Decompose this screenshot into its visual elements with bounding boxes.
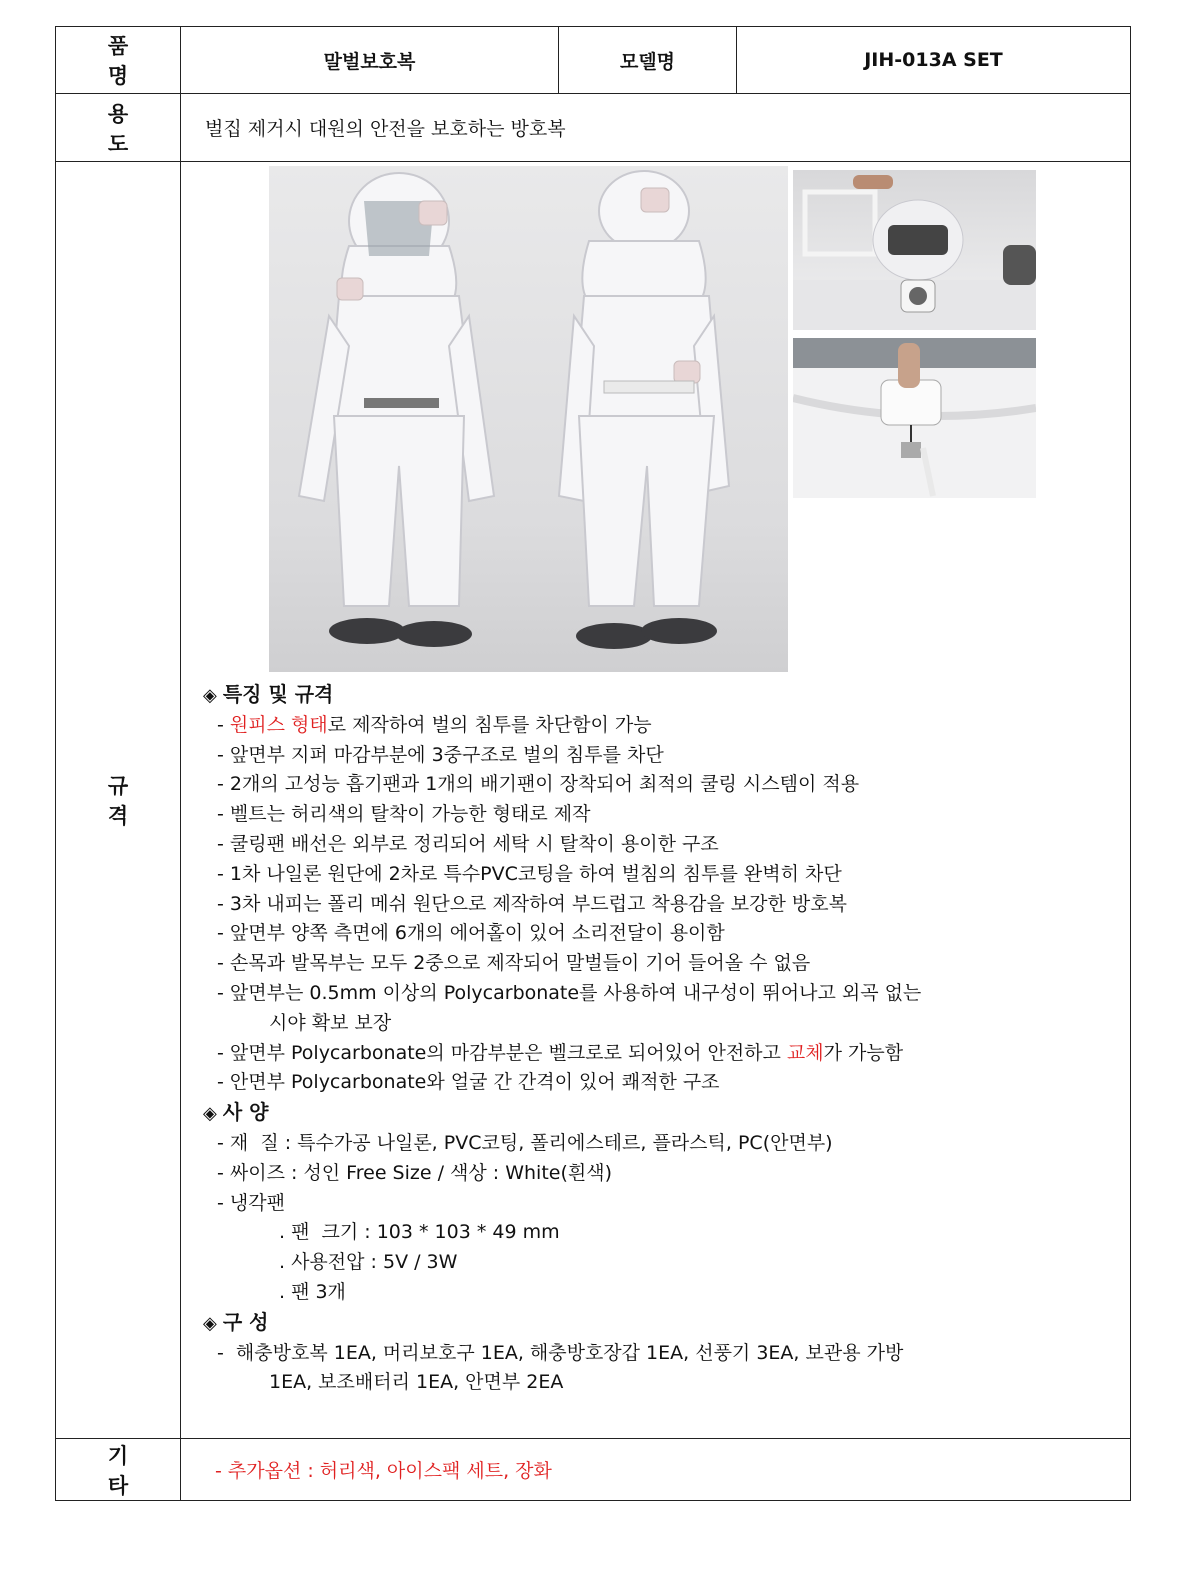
feature-item [203,800,1130,830]
feature-text: 앞면부 지퍼 마감부분에 3중구조로 벌의 침투를 차단 [229,743,664,766]
main-product-photo [269,166,788,672]
other-value: - 추가옵션 : 허리색, 아이스팩 세트, 장화 [181,1439,1131,1501]
fan-spec-item: . 팬 3개 [279,1280,346,1303]
feature-prefix: - [217,1071,230,1094]
photo-area [181,162,1130,674]
section-spec-heading [203,1098,1130,1129]
spec-item: - 냉각팬 [217,1191,285,1214]
feature-prefix: - [217,713,230,736]
feature-prefix: - [217,922,230,945]
feature-text: 로 제작하여 벌의 침투를 차단함이 가능 [327,713,652,736]
feature-prefix: - [217,1041,230,1064]
diamond-bullet-icon: ◈ [203,1103,217,1125]
model-value: JIH-013A SET [737,27,1131,94]
feature-text: 3차 내피는 폴리 메쉬 원단으로 제작하여 부드럽고 착용감을 보강한 방호복 [229,892,847,915]
spec-title: 사 양 [222,1100,269,1125]
fan-detail-photo [793,338,1036,498]
feature-item [203,860,1130,890]
composition-title: 구 성 [222,1309,269,1334]
label-model: 모델명 [559,27,737,94]
diamond-bullet-icon: ◈ [203,685,217,706]
fan-spec-item: . 팬 크기 : 103 * 103 * 49 mm [279,1221,560,1244]
product-spec-table [55,26,1131,1501]
feature-prefix: - [217,862,230,885]
feature-prefix: - [217,832,230,855]
feature-text: 2개의 고성능 흡기팬과 1개의 배기팬이 장착되어 최적의 쿨링 시스템이 적용 [229,773,860,796]
spec-item: - 싸이즈 : 성인 Free Size / 색상 : White(흰색) [217,1161,612,1184]
feature-item [203,890,1130,920]
label-other: 기 타 [56,1439,181,1501]
composition-item: - 해충방호복 1EA, 머리보호구 1EA, 해충방호장갑 1EA, 선풍기 3EA, 보관용 가방 [217,1341,904,1364]
composition-item-continuation: 1EA, 보조배터리 1EA, 안면부 2EA [269,1371,564,1394]
feature-item [203,1068,1130,1098]
features-title: 특징 및 규격 [222,682,334,706]
product-name-value: 말벌보호복 [181,27,559,94]
feature-text: 앞면부 양쪽 측면에 6개의 에어홀이 있어 소리전달이 용이함 [229,922,725,945]
feature-text: 안면부 Polycarbonate와 얼굴 간 간격이 있어 쾌적한 구조 [229,1071,720,1094]
feature-highlight: 교체 [786,1041,824,1064]
feature-text: 앞면부는 0.5mm 이상의 Polycarbonate를 사용하여 내구성이 뛰어나고 외곡 없는 [229,981,922,1004]
feature-prefix: - [217,743,230,766]
feature-item [203,979,1130,1009]
row-usage [56,94,1131,162]
label-product-name: 품 명 [56,27,181,94]
feature-text: 가 가능함 [823,1041,904,1064]
feature-highlight: 원피스 형태 [229,713,328,736]
specification-cell [181,162,1131,1439]
fan-spec-item: . 사용전압 : 5V / 3W [279,1251,458,1274]
usage-value: 벌집 제거시 대원의 안전을 보호하는 방호복 [181,94,1131,162]
suit-illustration [269,166,788,672]
feature-item [203,770,1130,800]
feature-text: 쿨링팬 배선은 외부로 정리되어 세탁 시 탈착이 용이한 구조 [229,832,719,855]
feature-text: 앞면부 Polycarbonate의 마감부분은 벨크로로 되어있어 안전하고 [229,1041,787,1064]
feature-item [203,711,1130,741]
section-composition-heading [203,1308,1130,1339]
feature-prefix: - [217,952,230,975]
feature-text: 벨트는 허리색의 탈착이 가능한 형태로 제작 [229,803,591,826]
label-specification: 규 격 [56,162,181,1439]
feature-prefix: - [217,892,230,915]
spec-content [181,674,1130,1438]
feature-item [203,949,1130,979]
feature-prefix: - [217,803,230,826]
fan-illustration [793,338,1036,498]
spec-item: - 재 질 : 특수가공 나일론, PVC코팅, 폴리에스테르, 플라스틱, PC(안면부) [217,1131,833,1154]
face-shield-detail-photo [793,170,1036,330]
feature-text: 손목과 발목부는 모두 2중으로 제작되어 말벌들이 기어 들어올 수 없음 [229,952,811,975]
face-shield-illustration [793,170,1036,330]
feature-text: 1차 나일론 원단에 2차로 특수PVC코팅을 하여 벌침의 침투를 완벽히 차단 [229,862,842,885]
row-other [56,1439,1131,1501]
row-specification [56,162,1131,1439]
feature-prefix: - [217,981,230,1004]
feature-item [203,830,1130,860]
feature-item [203,919,1130,949]
label-usage: 용 도 [56,94,181,162]
feature-item-continuation: 시야 확보 보장 [269,1011,392,1034]
feature-prefix: - [217,773,230,796]
section-features-heading [203,680,1130,711]
feature-item [203,741,1130,771]
diamond-bullet-icon: ◈ [203,1312,217,1334]
feature-item [203,1039,1130,1069]
row-product-name [56,27,1131,94]
